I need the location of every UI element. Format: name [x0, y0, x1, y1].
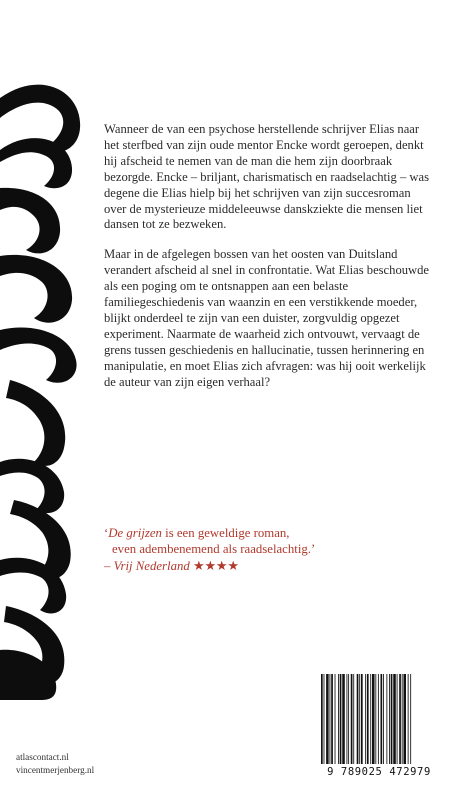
barcode-bar — [372, 674, 375, 764]
barcode-bar — [410, 674, 411, 764]
barcode-bar — [386, 674, 387, 764]
barcode-bar — [340, 674, 342, 764]
quote-book-title: De grijzen — [108, 526, 162, 540]
barcode-bar — [347, 674, 348, 764]
star-rating: ★★★★ — [192, 558, 239, 573]
author-website: vincentmerjenberg.nl — [16, 765, 95, 775]
quote-line-1-rest: is een geweldige roman, — [161, 526, 290, 540]
barcode-bar — [408, 674, 409, 764]
calligraphy-artwork — [0, 0, 110, 700]
barcode-bar — [397, 674, 398, 764]
barcode-bar — [331, 674, 333, 764]
barcode-bars — [318, 674, 440, 766]
barcode-bar — [403, 674, 406, 764]
quote-open-mark: ‘ — [104, 526, 109, 540]
barcode-bar — [393, 674, 396, 764]
barcode-bar — [389, 674, 390, 764]
barcode-bar — [378, 674, 379, 764]
isbn-number: 9 789025 472979 — [327, 766, 431, 778]
barcode-bar — [348, 674, 349, 764]
blurb-paragraph-2: Maar in de afgelegen bossen van het oosten van Duitsland verandert afscheid al snel in confrontatie. Wat Elias beschouwde als een poging om te ontsnappen aan een belaste familiegeschiedenis van waanzin en een verstikkende moeder, blijkt onderdeel te zijn van een duister, zorgvuldig opgezet experiment. Naarmate de waarheid zich ontvouwt, vervaagt de grens tussen geschiedenis en hallucinatie, tussen herinnering en manipulatie, en moet Elias zich afvragen: was hij ooit werkelijk de auteur van zijn eigen verhaal? — [104, 247, 430, 389]
quote-source: – Vrij Nederland — [104, 558, 190, 573]
blurb-paragraph-1: Wanneer de van een psychose herstellende schrijver Elias naar het sterfbed van zijn oude mentor Encke wordt geroepen, denkt hij afscheid te nemen van de man die hem zijn doorbraak bezorgde. Encke – briljant, charismatisch en raadselachtig – was degene die Elias hielp bij het schrijven van zijn succesroman over de mysterieuze middeleeuwse danskziekte die mensen liet dansen tot ze bezweken. — [104, 122, 429, 232]
isbn-barcode — [318, 674, 440, 784]
quote-line-2: even adembenemend als raadselachtig.’ — [112, 542, 316, 557]
barcode-bar — [342, 674, 345, 764]
barcode-bar — [383, 674, 384, 764]
barcode-bar — [381, 674, 383, 764]
barcode-bar — [351, 674, 353, 764]
barcode-bar — [370, 674, 371, 764]
barcode-bar — [375, 674, 376, 764]
barcode-bar — [359, 674, 360, 764]
quote-source-line — [104, 558, 434, 574]
website-credits — [16, 751, 94, 777]
barcode-bar — [330, 674, 331, 764]
barcode-bar — [399, 674, 401, 764]
barcode-bar — [357, 674, 359, 764]
barcode-bar — [391, 674, 393, 764]
barcode-bar — [338, 674, 339, 764]
barcode-bar — [321, 674, 323, 764]
barcode-bar — [367, 674, 369, 764]
barcode-bar — [353, 674, 354, 764]
barcode-bar — [402, 674, 403, 764]
quote-line-1 — [104, 525, 434, 541]
review-quote — [104, 525, 434, 574]
blurb-text — [104, 122, 434, 405]
publisher-website: atlascontact.nl — [16, 752, 69, 762]
barcode-bar — [365, 674, 366, 764]
barcode-bar — [326, 674, 329, 764]
barcode-bar — [324, 674, 325, 764]
barcode-bar — [361, 674, 363, 764]
barcode-bar — [335, 674, 336, 764]
